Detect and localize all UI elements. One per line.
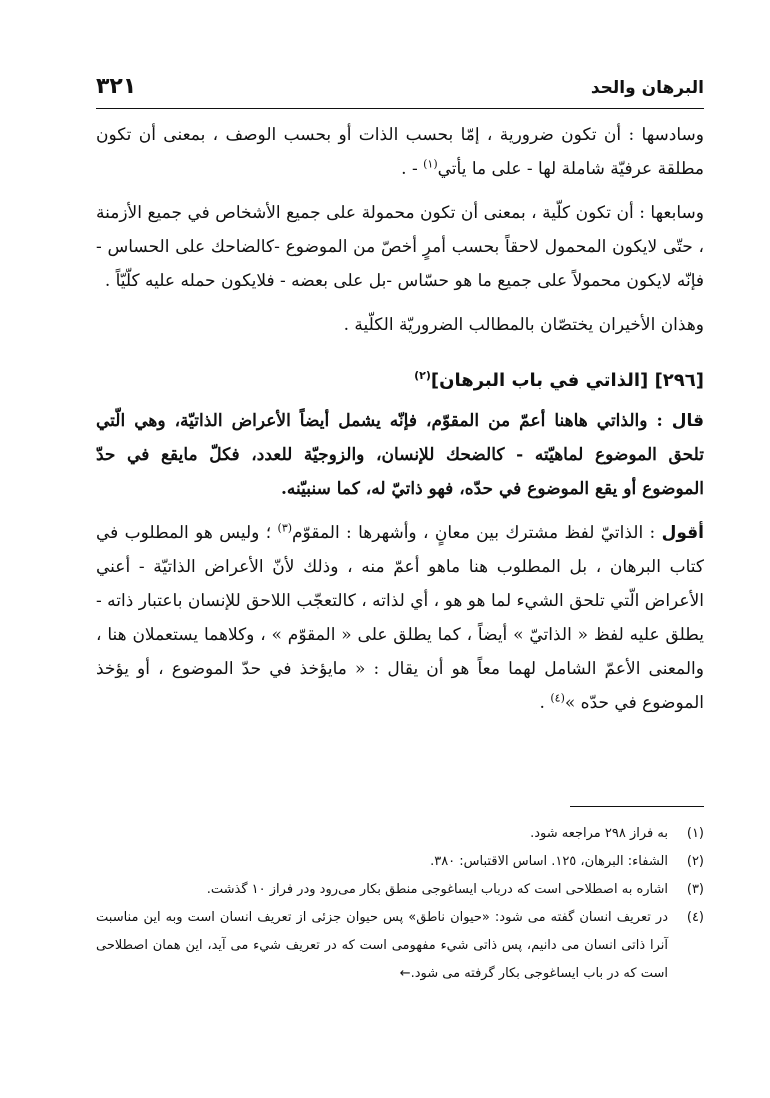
running-title: البرهان والحد <box>590 78 704 98</box>
footnote-number: (٣) <box>686 882 704 897</box>
footnote-text: به فراز ٢٩٨ مراجعه شود. <box>530 826 668 841</box>
footnote-item <box>96 820 704 848</box>
footnote-number: (٤) <box>686 910 704 925</box>
footnote-text: اشاره به اصطلاحی است که درباب ایساغوجی منطق بکار می‌رود ودر فراز ١٠ گذشت. <box>206 882 668 897</box>
footnote-ref-2[interactable]: (٢) <box>414 369 431 382</box>
paragraph-seventh-condition: وسابعها : أن تكون كلّية ، بمعنى أن تكون محمولة على جميع الأشخاص في جميع الأزمنة ، حتّى لايكون المحمول لاحقاً بحسب أمرٍ أخصّ من الموضوع -كالضاحك على الحساس - فإنّه لايكون محمولاً على جميع ما هو حسّاس -بل على بعضه - فلايكون حمله عليه كلّيّاً . <box>96 203 704 291</box>
footnote-number: (١) <box>686 826 704 841</box>
footnote-item <box>96 876 704 904</box>
section-title: [الذاتي في باب البرهان] <box>430 370 649 391</box>
paragraph-summary: وهذان الأخيران يختصّان بالمطالب الضروريّة الكلّية . <box>343 315 704 335</box>
qal-label: قال <box>671 411 704 431</box>
page-number: ٣٢١ <box>96 74 137 99</box>
footnote-divider <box>570 806 704 807</box>
main-text <box>96 118 704 720</box>
footnote-ref-1[interactable]: (١) <box>423 157 438 171</box>
footnotes <box>96 820 704 988</box>
footnote-text: الشفاء: البرهان، ١٢٥. اساس الاقتباس: ٣٨٠. <box>430 854 668 869</box>
footnote-item <box>96 904 704 988</box>
footnote-item <box>96 848 704 876</box>
footnote-ref-4[interactable]: (٤) <box>550 691 565 705</box>
aqul-label: أقول <box>661 523 705 543</box>
section-heading <box>96 364 704 398</box>
footnote-ref-3[interactable]: (٣) <box>277 521 293 535</box>
paragraph-aqul: أقول : الذاتيّ لفظ مشترك بين معانٍ ، وأشهرها : المقوّم$^{(٣)}$ ؛ وليس هو المطلوب في كتاب البرهان ، بل المطلوب هنا ماهو أعمّ منه ، وذلك لأنّ الأعراض الذاتيّة - أعني الأعراض الّتي تلحق الشيء لما هو هو ، أي لذاته ، كالتعجّب اللاحق للإنسان باعتبار ذاته - يطلق عليه لفظ « الذاتيّ » أيضاً ، كما يطلق على « المقوّم » ، وكلاهما يستعملان هنا ، والمعنى الأعمّ الشامل لهما معاً هو أن يقال : « مايؤخذ في حدّ الموضوع ، أو يؤخذ الموضوع في حدّه »$^{(٤)}$ . <box>96 521 705 713</box>
footnote-number: (٢) <box>686 854 704 869</box>
footnote-text: در تعریف انسان گفته می شود: «حیوان ناطق» پس حیوان جزئی از تعریف انسان است وبه این مناسبت آنرا ذاتی انسان می دانیم، پس ذاتی شيء مفهومی است که در تعریف شيء می آید، این همان اصطلاحی است که در باب ایساغوجی بکار گرفته می شود.← <box>96 910 668 981</box>
paragraph-sixth-condition: وسادسها : أن تكون ضرورية ، إمّا بحسب الذات أو بحسب الوصف ، بمعنى أن تكون مطلقة عرفيّة شاملة لها - على ما يأتي$^{(١)}$ - . <box>96 125 704 179</box>
paragraph-qal: قال : والذاتي هاهنا أعمّ من المقوّم، فإنّه يشمل أيضاً الأعراض الذاتيّة، وهي الّتي تلحق الموضوع لماهيّته - كالضحك للإنسان، والزوجيّة للعدد، فكلّ مايقع في حدّ الموضوع أو يقع الموضوع في حدّه، فهو ذاتيّ له، كما سنبيّنه. <box>96 411 704 499</box>
page-header <box>96 74 704 109</box>
section-number: [٢٩٦] <box>654 370 704 391</box>
